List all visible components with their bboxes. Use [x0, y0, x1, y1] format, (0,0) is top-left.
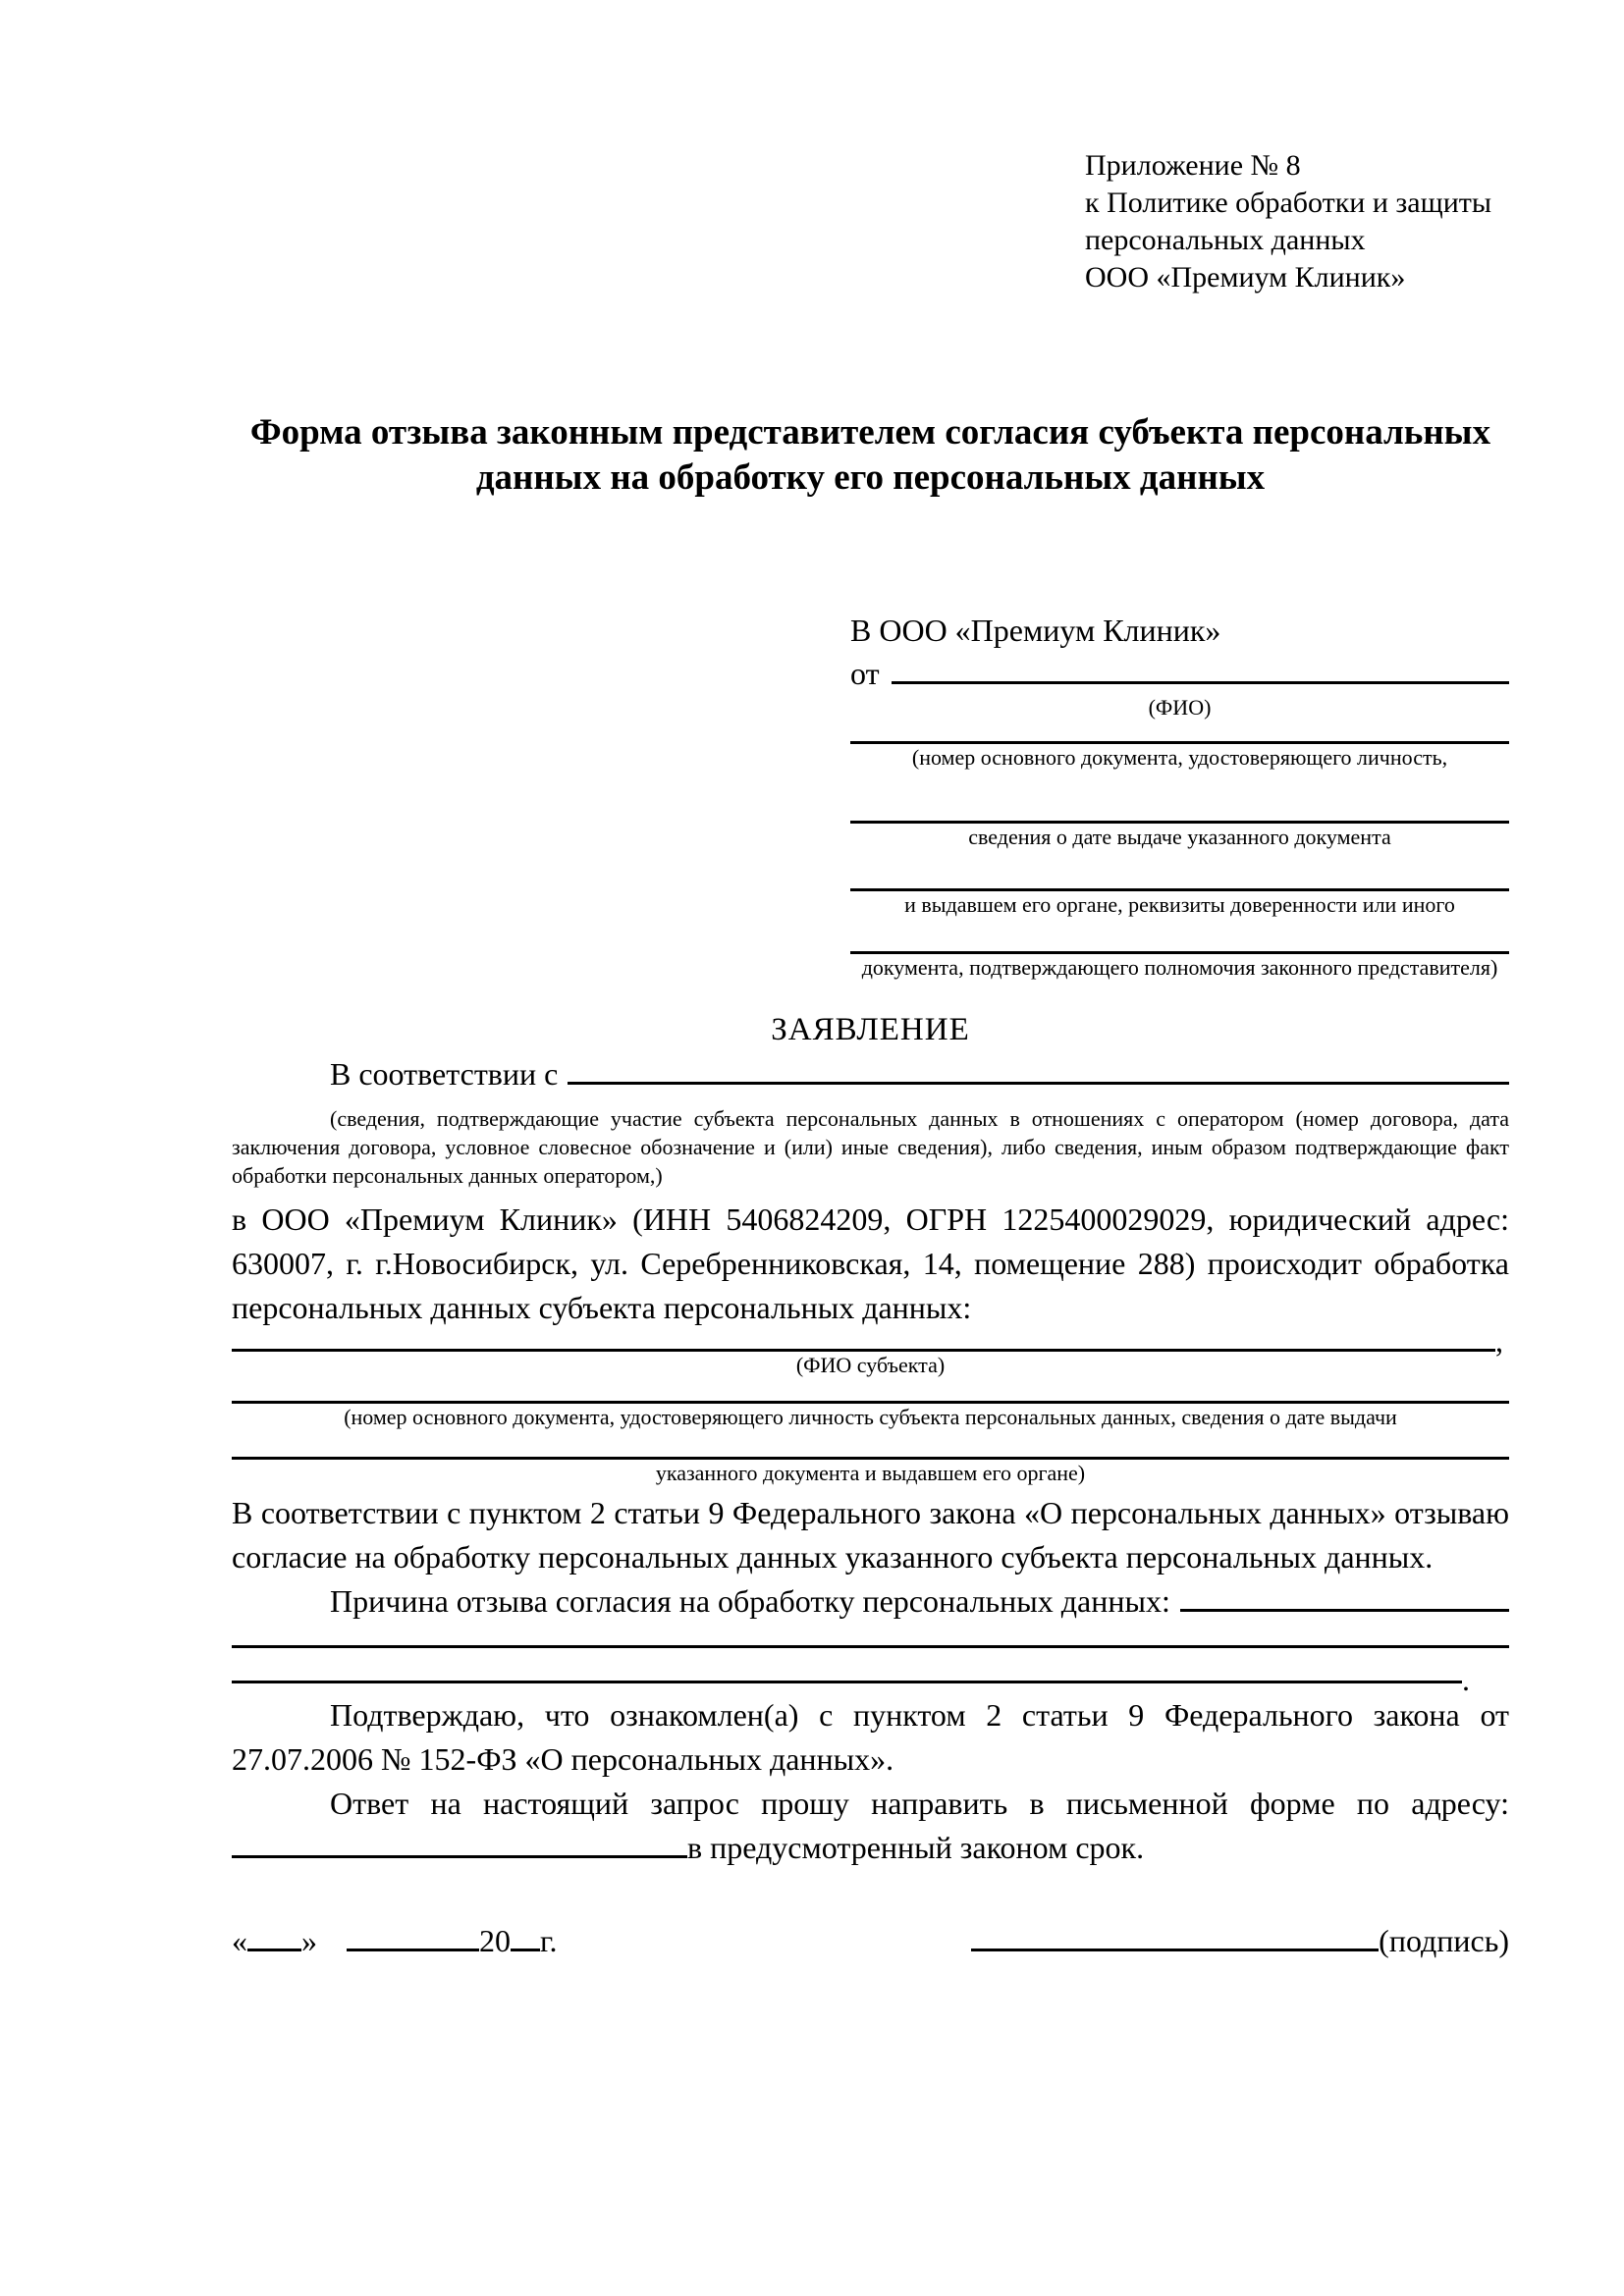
subject-fio-comma: ,	[1495, 1323, 1503, 1359]
doc-number-field	[850, 721, 1509, 772]
statement-heading: ЗАЯВЛЕНИЕ	[771, 1012, 970, 1047]
signature-field	[971, 1919, 1509, 1963]
recipient-block	[850, 609, 1509, 982]
appendix-line-2: к Политике обработки и защиты	[1085, 187, 1492, 219]
date-field	[232, 1919, 558, 1963]
date-signature-row	[232, 1919, 1509, 1963]
issue-date-field	[850, 772, 1509, 851]
subject-doc-line-2	[232, 1431, 1509, 1460]
reply-address-row	[232, 1826, 1509, 1870]
appendix-line-1: Приложение № 8	[1085, 149, 1301, 182]
intro-row	[232, 1052, 1509, 1096]
year-suffix: г.	[540, 1923, 558, 1958]
reason-label: Причина отзыва согласия на обработку персональных данных:	[330, 1583, 1170, 1619]
signature-caption: (подпись)	[1379, 1923, 1509, 1958]
issue-date-line	[850, 772, 1509, 824]
intro-note: (сведения, подтверждающие участие субъекта персональных данных в отношениях с оператором (номер договора, дата заключения договора, условное словесное обозначение и (или) иные сведения), либо сведения, иным образом подтверждающие факт обработки персональных данных оператором,)	[232, 1106, 1509, 1188]
issuer-field	[850, 851, 1509, 919]
fio-caption: (ФИО)	[1148, 695, 1212, 720]
appendix-line-3: персональных данных	[1085, 224, 1366, 256]
reason-blank-line-1	[232, 1645, 1509, 1648]
authority-line	[850, 919, 1509, 954]
year-prefix: 20	[479, 1923, 511, 1958]
day-close-quote: »	[301, 1923, 317, 1958]
issuer-caption: и выдавшем его органе, реквизиты доверенности или иного	[904, 892, 1455, 917]
reason-fill-line	[1180, 1609, 1509, 1612]
reason-blank-line-2-rule	[232, 1681, 1462, 1683]
from-label: от	[850, 656, 880, 691]
subject-doc-field-1	[232, 1379, 1509, 1431]
intro-label: В соответствии с	[330, 1056, 559, 1092]
subject-doc-caption-2: указанного документа и выдавшем его органе)	[655, 1461, 1086, 1485]
signature-line	[971, 1949, 1379, 1951]
day-open-quote: «	[232, 1923, 247, 1958]
from-fill-line	[892, 681, 1509, 684]
intro-fill-line	[568, 1082, 1509, 1085]
reply-suffix: в предусмотренный законом срок.	[687, 1830, 1145, 1865]
doc-number-line	[850, 721, 1509, 744]
year-blank-line	[511, 1949, 540, 1951]
reason-blank-line-2	[232, 1662, 1509, 1697]
withdrawal-paragraph: В соответствии с пунктом 2 статьи 9 Федерального закона «О персональных данных» отзываю согласие на обработку персональных данных указанного субъекта персональных данных.	[232, 1495, 1509, 1575]
confirmation-paragraph: Подтверждаю, что ознакомлен(а) с пунктом 2 статьи 9 Федерального закона от 27.07.2006 № 152-ФЗ «О персональных данных».	[232, 1697, 1509, 1777]
subject-doc-line-1	[232, 1379, 1509, 1404]
reason-row	[232, 1579, 1509, 1624]
from-row	[850, 653, 1509, 694]
recipient-to: В ООО «Премиум Клиник»	[850, 613, 1221, 648]
month-blank-line	[347, 1949, 479, 1951]
reply-address-line	[232, 1855, 687, 1858]
subject-doc-field-2	[232, 1431, 1509, 1487]
subject-fio-caption: (ФИО субъекта)	[795, 1353, 946, 1377]
authority-field	[850, 919, 1509, 982]
document-title: Форма отзыва законным представителем согласия субъекта персональных данных на обработку его персональных данных	[249, 412, 1491, 498]
appendix-line-4: ООО «Премиум Клиник»	[1085, 261, 1406, 294]
subject-fio-row	[232, 1323, 1509, 1359]
doc-number-caption: (номер основного документа, удостоверяющего личность,	[911, 745, 1448, 770]
appendix-block	[1085, 147, 1509, 296]
reply-paragraph: Ответ на настоящий запрос прошу направить в письменной форме по адресу:	[330, 1786, 1509, 1821]
issue-date-caption: сведения о дате выдаче указанного документа	[968, 825, 1391, 849]
operator-paragraph: в ООО «Премиум Клиник» (ИНН 5406824209, ОГРН 1225400029029, юридический адрес: 630007, г. г.Новосибирск, ул. Серебренниковская, 14, помещение 288) происходит обработка персональных данных субъекта персональных данных:	[232, 1201, 1509, 1325]
subject-doc-caption-1: (номер основного документа, удостоверяющего личность субъекта персональных данных, сведения о дате выдачи	[344, 1405, 1397, 1429]
authority-caption: документа, подтверждающего полномочия законного представителя)	[861, 955, 1498, 980]
day-blank-line	[247, 1949, 301, 1951]
issuer-line	[850, 851, 1509, 891]
document-content	[232, 147, 1509, 1963]
reason-period: .	[1462, 1662, 1470, 1697]
